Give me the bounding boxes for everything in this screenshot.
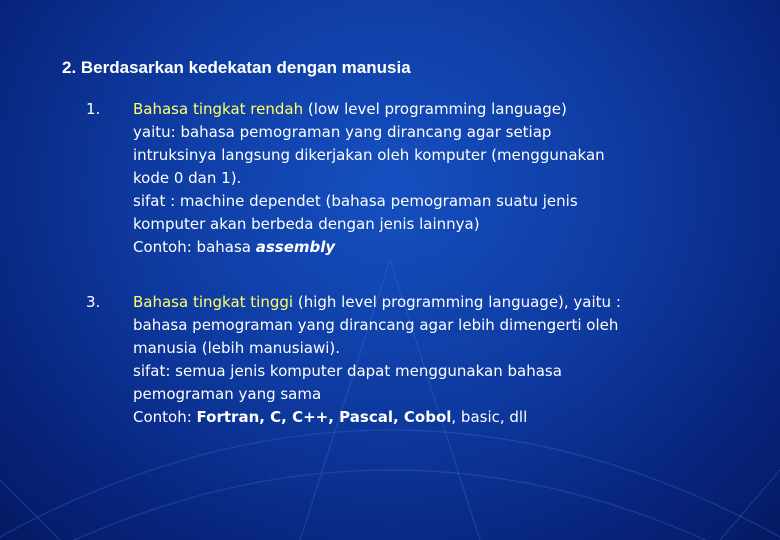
definition-line: yaitu: bahasa pemograman yang dirancang agar setiap xyxy=(133,123,552,141)
item-number: 3. xyxy=(86,293,101,311)
sifat-line: sifat : machine dependet (bahasa pemograman suatu jenis xyxy=(133,192,578,210)
item-body xyxy=(133,98,738,259)
item-body xyxy=(133,291,738,429)
item-heading: Bahasa tingkat rendah xyxy=(133,100,304,118)
contoh-label: Contoh: bahasa xyxy=(133,238,256,256)
sifat-line: komputer akan berbeda dengan jenis lainnya) xyxy=(133,215,480,233)
definition-line: bahasa pemograman yang dirancang agar lebih dimengerti oleh xyxy=(133,316,619,334)
contoh-line xyxy=(133,406,738,429)
item-heading-rest: (low level programming language) xyxy=(303,100,567,118)
item-heading-line xyxy=(133,98,738,121)
definition-line: kode 0 dan 1). xyxy=(133,169,242,187)
definition-line: manusia (lebih manusiawi). xyxy=(133,339,341,357)
contoh-rest: , basic, dll xyxy=(451,408,528,426)
contoh-example: assembly xyxy=(255,238,336,256)
contoh-line xyxy=(133,236,738,259)
item-heading-rest: (high level programming language), yaitu : xyxy=(293,293,621,311)
item-heading-line xyxy=(133,291,738,314)
sifat-line: sifat: semua jenis komputer dapat menggunakan bahasa xyxy=(133,362,562,380)
slide-title: 2. Berdasarkan kedekatan dengan manusia xyxy=(62,58,411,77)
item-number: 1. xyxy=(86,100,101,118)
definition-line: intruksinya langsung dikerjakan oleh komputer (menggunakan xyxy=(133,146,605,164)
contoh-example: Fortran, C, C++, Pascal, Cobol xyxy=(196,408,452,426)
sifat-line: pemograman yang sama xyxy=(133,385,322,403)
item-heading: Bahasa tingkat tinggi xyxy=(133,293,294,311)
contoh-label: Contoh: xyxy=(133,408,197,426)
